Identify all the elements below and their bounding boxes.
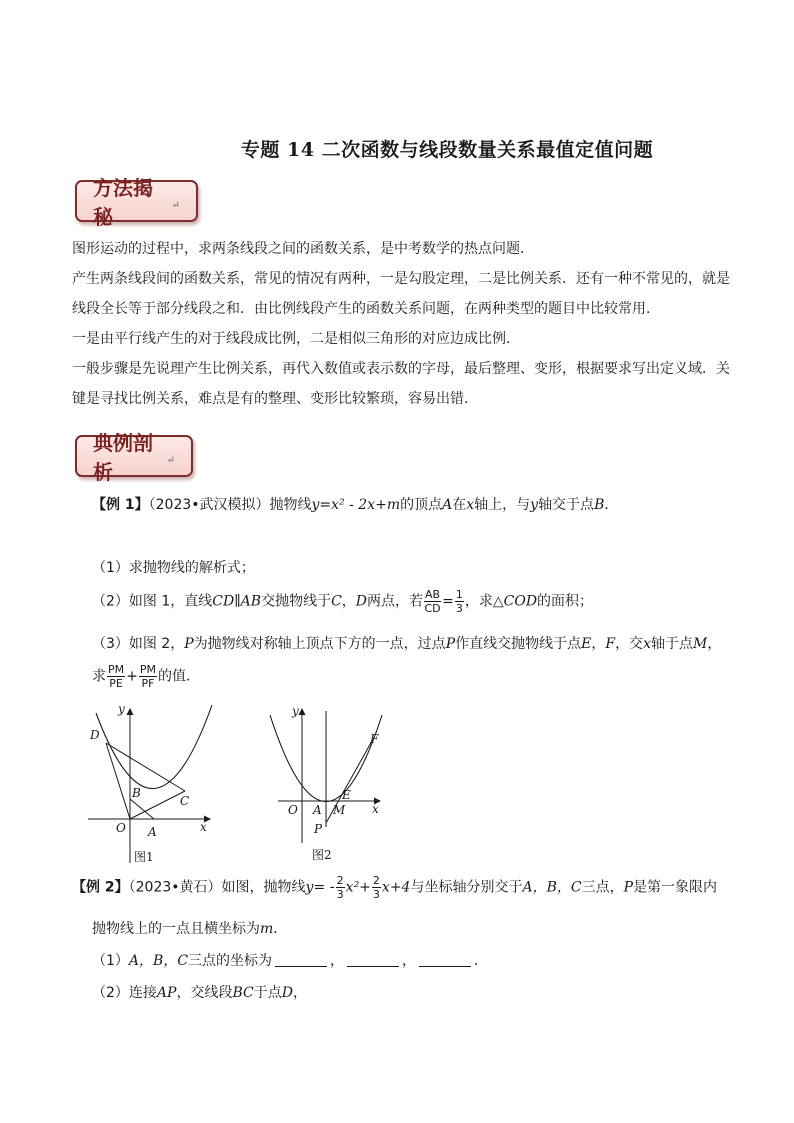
label-e: E [342,788,351,802]
fraction: $\frac{2}{3}$ [336,874,344,901]
page-title: 专题 14 二次函数与线段数量关系最值定值问题 [240,139,654,161]
return-mark-icon: ↵ [171,200,180,211]
ex1-q3-cont: 求 $\frac{PM}{PE}$ + $\frac{PM}{PF}$ 的值． [92,663,200,690]
caption: 图2 [312,848,332,862]
label-o: O [288,803,298,817]
fraction: $\frac{AB}{CD}$ [424,588,441,615]
figure-1 [88,703,218,868]
label-a: A [313,803,322,817]
label-b: B [132,786,141,800]
intro-text [72,234,732,414]
ex2-q1: （1）A，B，C三点的坐标为 ， ， ． [92,953,489,969]
answer-blank[interactable] [275,966,327,967]
intro-line-2: 产生两条线段间的函数关系，常见的情况有两种，一是勾股定理，二是比例关系．还有一种不常见的，就是线段全长等于部分线段之和．由比例线段产生的函数关系问题，在两种类型的题目中比较常用． [72,271,730,317]
answer-blank[interactable] [419,966,471,967]
method-badge-label: 方法揭秘 [93,176,153,229]
return-mark-icon: ↵ [166,455,175,466]
ex1-q3: （3）如图 2，P为抛物线对称轴上顶点下方的一点，过点P作直线交抛物线于点E，F，交x轴于点M， [92,636,722,652]
label-x: x [372,802,379,816]
fraction: $\frac{2}{3}$ [372,874,380,901]
intro-line-1: 图形运动的过程中，求两条线段之间的函数关系，是中考数学的热点问题． [72,241,534,257]
method-badge [75,176,198,229]
ex1-stem: 【例 1】（2023•武汉模拟）抛物线y=x² - 2x+m的顶点A在x轴上，与y轴交于点B． [92,497,619,513]
figure-2 [268,703,388,868]
label-d: D [90,728,100,742]
fraction: $\frac{PM}{PF}$ [139,663,156,690]
label-c: C [180,794,190,808]
answer-blank[interactable] [347,966,399,967]
caption: 图1 [134,850,154,864]
ex2-stem: 【例 2】（2023•黄石）如图，抛物线y= - $\frac{2}{3}$ x²+ $\frac{2}{3}$ x+4与坐标轴分别交于A，B，C三点，P是第一象限内 [72,874,718,901]
label-y: y [292,704,299,718]
segment-dc [106,743,185,791]
label-y: y [118,703,125,716]
example-badge-label: 典例剖析 [93,431,153,484]
example-badge [75,431,193,484]
ex1-formula: y=x² - 2x+m [311,497,401,513]
segment-od [106,743,130,819]
intro-line-4: 一般步骤是先说理产生比例关系，再代入数值或表示数的字母，最后整理、变形，根据要求写出定义域．关键是寻找比例关系，难点是有的整理、变形比较繁琐，容易出错． [72,361,730,407]
parabola-curve [96,705,212,789]
fraction: $\frac{PM}{PE}$ [108,663,125,690]
fraction: $\frac{1}{3}$ [455,588,463,615]
ex2-q2: （2）连接AP，交线段BC于点D， [92,985,307,1001]
intro-line-3: 一是由平行线产生的对于线段成比例，二是相似三角形的对应边成比例． [72,331,520,347]
label-o: O [116,821,126,835]
label-a: A [148,825,157,839]
label-m: M [333,803,346,817]
ex2-stem-cont: 抛物线上的一点且横坐标为m． [92,921,288,937]
label-f: F [370,732,379,746]
label-x: x [200,820,207,834]
ex1-q1: （1）求抛物线的解析式； [92,560,255,576]
ex1-q2: （2）如图 1，直线CD∥AB交抛物线于C，D两点，若 $\frac{AB}{CD}$ = $\frac{1}{3}$ ，求△COD的面积； [92,588,594,615]
label-p: P [314,822,323,836]
